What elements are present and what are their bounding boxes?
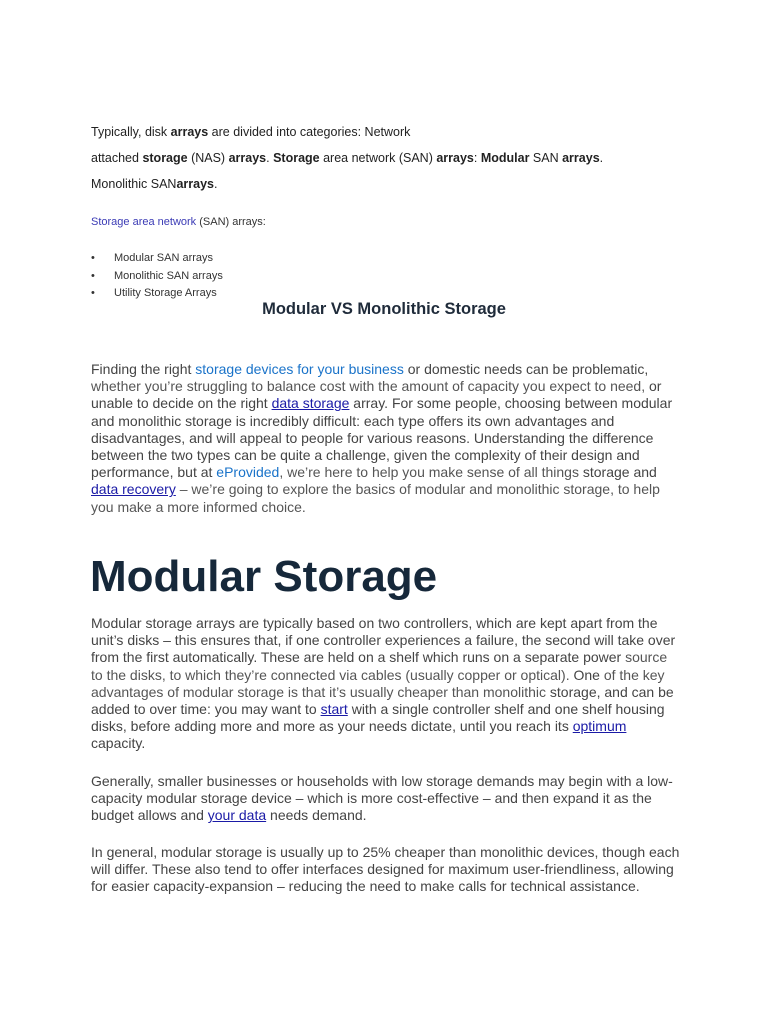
storage-devices-link[interactable]: storage devices for your business: [195, 361, 404, 377]
intro-line-1: Typically, disk arrays are divided into categories: Network: [91, 125, 411, 139]
data-storage-link[interactable]: data storage: [271, 395, 350, 412]
list-item: • Monolithic SAN arrays: [91, 268, 223, 286]
section-title: Modular VS Monolithic Storage: [262, 300, 506, 318]
list-item: • Utility Storage Arrays: [91, 285, 223, 303]
optimum-link[interactable]: optimum: [572, 718, 627, 735]
paragraph-modular-2: Generally, smaller businesses or households with low storage demands may begin with a low-capacity modular storage device – which is more cost-effective – and then expand it as the budget allows and your data needs demand.: [91, 773, 673, 824]
list-item: • Modular SAN arrays: [91, 250, 223, 268]
data-recovery-link[interactable]: data recovery: [91, 481, 176, 498]
intro-block: [91, 124, 711, 202]
eprovided-link[interactable]: eProvided: [216, 464, 280, 481]
start-link[interactable]: start: [320, 701, 348, 718]
intro-line-3: Monolithic SANarrays.: [91, 177, 218, 191]
san-list: [91, 250, 223, 303]
intro-line-2: attached storage (NAS) arrays. Storage area network (SAN) arrays: Modular SAN arrays.: [91, 151, 604, 165]
paragraph-modular-1: Modular storage arrays are typically based on two controllers, which are kept apart from the unit’s disks – this ensures that, if one controller experiences a failure, the second will take over from the first automatically. These are held on a shelf which runs on a separate power source to the disks, to which they’re connected via cables (usually copper or optical). One of the key advantages of modular storage is that it’s usually cheaper than monolithic storage, and can be added to over time: you may want to start with a single controller shelf and one shelf housing disks, before adding more and more as your needs dictate, until you reach its optimum capacity.: [91, 615, 676, 752]
san-heading-link[interactable]: Storage area network: [91, 216, 197, 228]
modular-storage-heading: Modular Storage: [90, 552, 438, 601]
san-heading: Storage area network (SAN) arrays:: [91, 216, 266, 228]
paragraph-modular-3: In general, modular storage is usually up to 25% cheaper than monolithic devices, though each will differ. These also tend to offer interfaces designed for maximum user-friendliness, allowing for easier capacity-expansion – reducing the need to make calls for technical assistance.: [91, 844, 680, 895]
paragraph-intro: Finding the right storage devices for your business or domestic needs can be problematic, whether you’re struggling to balance cost with the amount of capacity you expect to need, or unable to decide on the right data storage array. For some people, choosing between modular and monolithic storage is incredibly difficult: each type offers its own advantages and disadvantages, and will appeal to people for various reasons. Understanding the difference between the two types can be quite a challenge, given the complexity of their design and performance, but at eProvided, we’re here to help you make sense of all things storage and data recovery – we’re going to explore the basics of modular and monolithic storage, to help you make a more informed choice.: [91, 361, 673, 515]
your-data-link[interactable]: your data: [207, 807, 267, 824]
